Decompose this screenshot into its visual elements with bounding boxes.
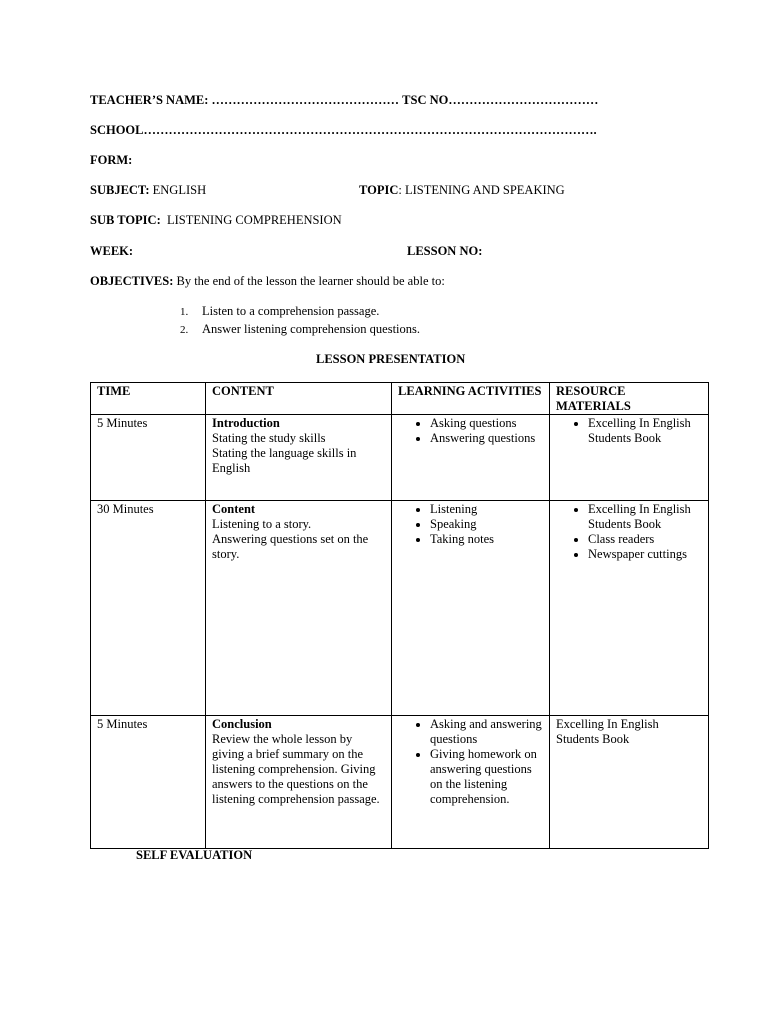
table-row	[91, 501, 709, 716]
activities-cell	[392, 415, 550, 501]
tsc-no-blank: ………………………………	[448, 93, 599, 107]
objective-text: Answer listening comprehension questions.	[202, 322, 421, 336]
header-resource-materials: RESOURCE MATERIALS	[550, 383, 709, 415]
topic-label: TOPIC	[359, 183, 399, 197]
time-cell: 30 Minutes	[91, 501, 206, 716]
objective-item	[180, 304, 420, 322]
form-line	[90, 153, 132, 168]
resources-cell	[550, 501, 709, 716]
subject-line	[90, 183, 206, 198]
objective-number: 1.	[180, 306, 189, 318]
list-item: • Newspaper cuttings	[588, 547, 702, 562]
list-item: • Class readers	[588, 532, 702, 547]
topic-value: : LISTENING AND SPEAKING	[398, 183, 565, 197]
objective-text: Listen to a comprehension passage.	[202, 304, 380, 318]
resources-cell	[550, 415, 709, 501]
lesson-no-label: LESSON NO:	[407, 244, 483, 258]
objectives-intro: By the end of the lesson the learner should be able to:	[176, 274, 445, 288]
time-cell: 5 Minutes	[91, 716, 206, 849]
content-cell	[206, 501, 392, 716]
subject-label: SUBJECT:	[90, 183, 150, 197]
subject-value: ENGLISH	[152, 183, 207, 197]
objectives-list	[180, 304, 420, 340]
content-cell	[206, 716, 392, 849]
school-line	[90, 123, 597, 138]
list-item: • Asking and answering questions	[430, 717, 543, 747]
tsc-no-label: TSC NO	[402, 93, 449, 107]
list-item: • Excelling In English Students Book	[588, 502, 702, 532]
list-item: • Answering questions	[430, 431, 543, 446]
form-label: FORM:	[90, 153, 133, 167]
table-row	[91, 415, 709, 501]
lesson-plan-table	[90, 382, 709, 849]
teacher-name-label: TEACHER’S NAME:	[90, 93, 209, 107]
list-item: • Speaking	[430, 517, 543, 532]
teacher-tsc-line	[90, 93, 598, 108]
self-evaluation-heading: SELF EVALUATION	[136, 848, 253, 862]
list-item: • Giving homework on answering questions on the listening comprehension.	[430, 747, 543, 807]
content-title: Conclusion	[212, 717, 272, 731]
subtopic-value: LISTENING COMPREHENSION	[167, 213, 342, 227]
activities-cell	[392, 716, 550, 849]
list-item: • Asking questions	[430, 416, 543, 431]
week-label: WEEK:	[90, 244, 134, 258]
topic-line	[359, 183, 565, 198]
school-label: SCHOOL	[90, 123, 144, 137]
lesson-presentation-title: LESSON PRESENTATION	[316, 352, 466, 366]
school-blank: ……………………………………………………………………………………………….	[143, 123, 597, 137]
content-line: Review the whole lesson by giving a brief summary on the listening comprehension. Giving answers to the questions on the listening comprehension passage.	[212, 732, 380, 806]
list-item: • Excelling In English Students Book	[588, 416, 702, 446]
objective-number: 2.	[180, 324, 189, 336]
subtopic-line	[90, 213, 342, 228]
time-cell: 5 Minutes	[91, 415, 206, 501]
table-header-row	[91, 383, 709, 415]
header-content: CONTENT	[206, 383, 392, 415]
content-title: Introduction	[212, 416, 280, 430]
content-line: Stating the language skills in English	[212, 446, 357, 475]
list-item: • Listening	[430, 502, 543, 517]
header-learning-activities: LEARNING ACTIVITIES	[392, 383, 550, 415]
list-item: • Taking notes	[430, 532, 543, 547]
content-title: Content	[212, 502, 256, 516]
activities-cell	[392, 501, 550, 716]
header-time: TIME	[91, 383, 206, 415]
objectives-line	[90, 274, 445, 289]
teacher-name-blank: ………………………………………	[211, 93, 400, 107]
content-line: Answering questions set on the story.	[212, 532, 369, 561]
table-row	[91, 716, 709, 849]
content-cell	[206, 415, 392, 501]
resources-cell: Excelling In English Students Book	[550, 716, 709, 849]
objective-item	[180, 322, 420, 340]
lesson-no-line	[407, 244, 482, 259]
subtopic-label: SUB TOPIC:	[90, 213, 161, 227]
objectives-label: OBJECTIVES:	[90, 274, 174, 288]
week-line	[90, 244, 133, 259]
content-line: Listening to a story.	[212, 517, 312, 531]
content-line: Stating the study skills	[212, 431, 326, 445]
